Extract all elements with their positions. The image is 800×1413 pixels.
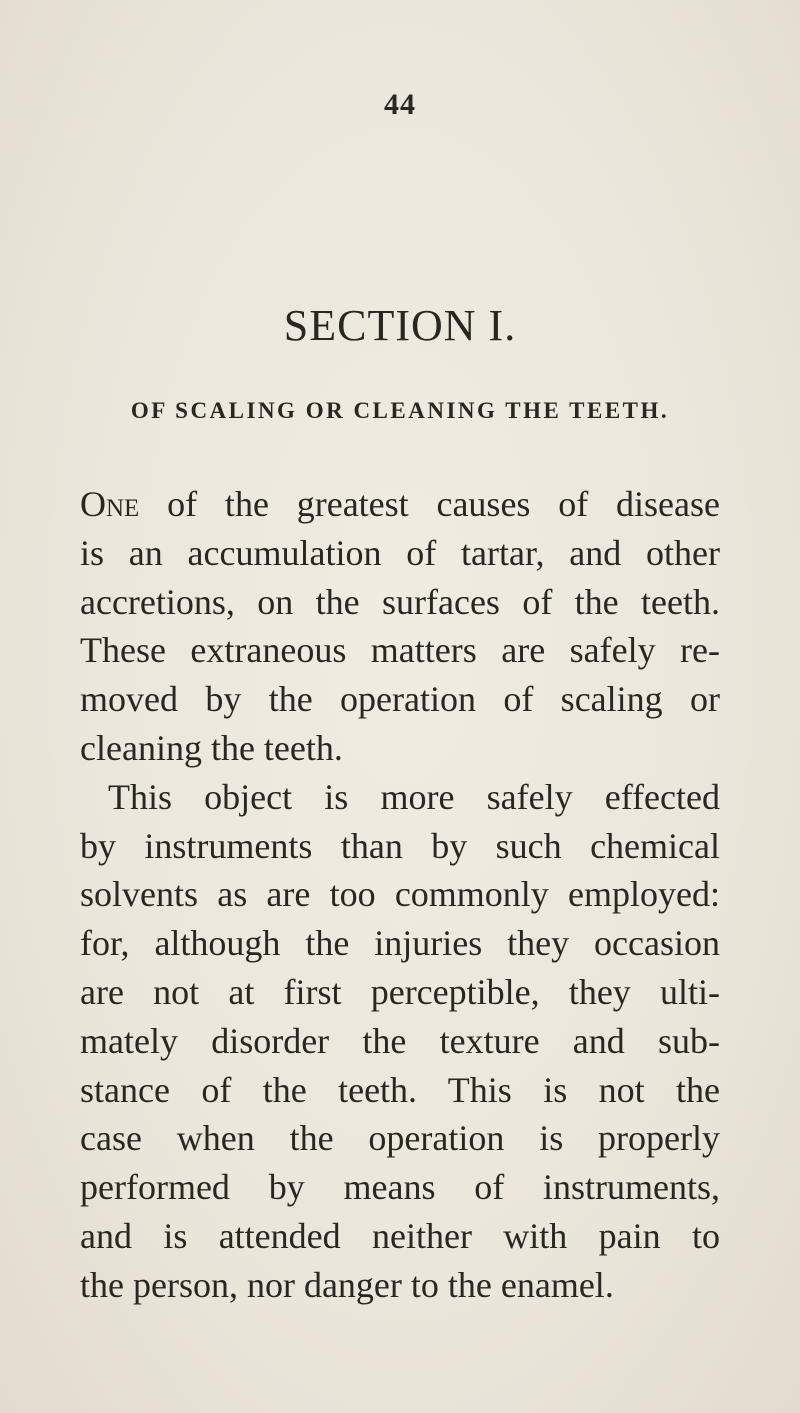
paragraph-2-line-1: This object is more safely effected bbox=[108, 776, 720, 817]
paragraph-2-line-3: solvents as are too commonly employed: bbox=[80, 874, 720, 915]
paragraph-1-line-4: These extraneous matters are safely re- bbox=[80, 630, 720, 671]
paragraph-1-line-1 bbox=[80, 480, 720, 529]
paragraph-1-line-3: accretions, on the surfaces of the teeth. bbox=[80, 581, 720, 622]
paragraph-1-line-6: cleaning the teeth. bbox=[80, 727, 343, 768]
paragraph-line-text: of the greatest causes of disease bbox=[139, 484, 720, 524]
drop-first-word: One bbox=[80, 484, 140, 524]
paragraph-2-line-9: performed by means of instruments, bbox=[80, 1167, 720, 1208]
paragraph-2-line-6: mately disorder the texture and sub- bbox=[80, 1020, 720, 1061]
paragraph-2-line-5: are not at first perceptible, they ulti- bbox=[80, 971, 720, 1012]
paragraph-2-line-10: and is attended neither with pain to bbox=[80, 1215, 720, 1256]
section-title: SECTION I. bbox=[283, 301, 517, 350]
paragraph-2-line-7: stance of the teeth. This is not the bbox=[80, 1069, 720, 1110]
body-text bbox=[80, 480, 720, 1310]
paragraph-2-line-8: case when the operation is properly bbox=[80, 1118, 720, 1159]
paragraph-1-line-2: is an accumulation of tartar, and other bbox=[80, 532, 720, 573]
paragraph-2-line-11: the person, nor danger to the enamel. bbox=[80, 1264, 614, 1305]
paragraph-1-line-5: moved by the operation of scaling or bbox=[80, 679, 720, 720]
paragraph-2-line-2: by instruments than by such chemical bbox=[80, 825, 720, 866]
page-number: 44 bbox=[384, 88, 416, 121]
section-subtitle: OF SCALING OR CLEANING THE TEETH. bbox=[130, 398, 670, 423]
paragraph-2-line-4: for, although the injuries they occasion bbox=[80, 923, 720, 964]
